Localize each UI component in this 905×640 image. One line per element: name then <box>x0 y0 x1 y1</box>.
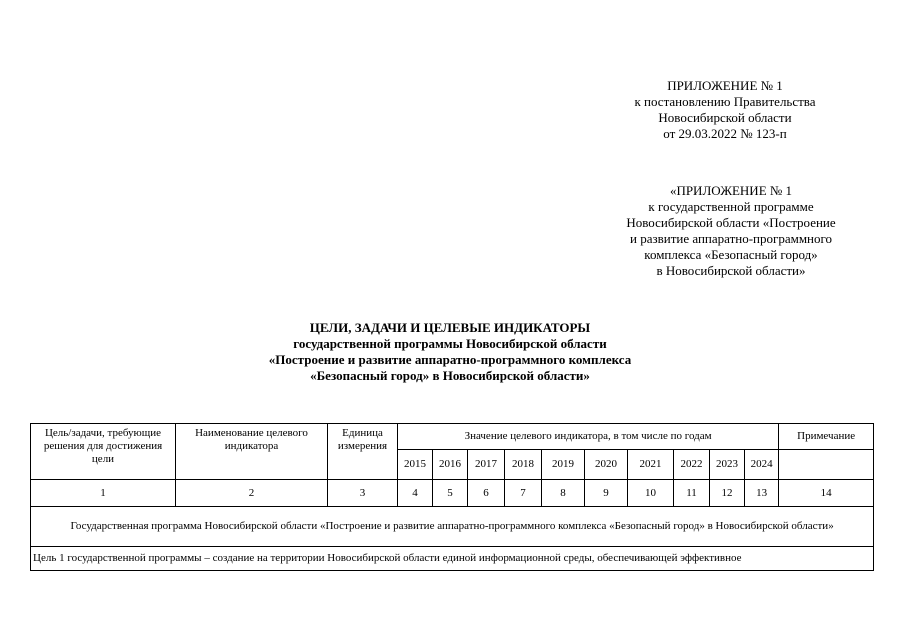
table-header-row <box>31 424 874 450</box>
title-line: «Построение и развитие аппаратно-программного комплекса <box>268 352 632 367</box>
column-number: 5 <box>433 480 468 507</box>
year-cell: 2022 <box>674 450 710 480</box>
program-name-cell: Государственная программа Новосибирской области «Построение и развитие аппаратно-программного комплекса «Безопасный город» в Новосибирской области» <box>31 507 874 547</box>
column-number: 4 <box>398 480 433 507</box>
year-cell: 2020 <box>585 450 628 480</box>
annex-line: ПРИЛОЖЕНИЕ № 1 <box>667 78 783 93</box>
header-unit: Единица измерения <box>328 424 398 480</box>
column-number: 7 <box>505 480 542 507</box>
column-number: 6 <box>468 480 505 507</box>
annex-line: Новосибирской области «Построение <box>626 215 836 230</box>
title-line: государственной программы Новосибирской области <box>293 336 607 351</box>
annex-line: к постановлению Правительства <box>634 94 816 109</box>
column-number: 3 <box>328 480 398 507</box>
annex-line: комплекса «Безопасный город» <box>644 247 818 262</box>
year-cell: 2015 <box>398 450 433 480</box>
year-cell: 2021 <box>628 450 674 480</box>
year-cell: 2016 <box>433 450 468 480</box>
year-cell: 2017 <box>468 450 505 480</box>
note-empty-cell <box>779 450 874 480</box>
year-cell: 2019 <box>542 450 585 480</box>
column-number: 8 <box>542 480 585 507</box>
column-number: 1 <box>31 480 176 507</box>
document-title <box>150 320 750 384</box>
title-line: «Безопасный город» в Новосибирской области» <box>310 368 590 383</box>
annex-line: Новосибирской области <box>658 110 792 125</box>
column-number: 9 <box>585 480 628 507</box>
annex-line: в Новосибирской области» <box>656 263 806 278</box>
year-cell: 2018 <box>505 450 542 480</box>
indicators-table <box>30 423 874 571</box>
year-cell: 2023 <box>710 450 745 480</box>
annex-line: к государственной программе <box>648 199 814 214</box>
header-note: Примечание <box>779 424 874 450</box>
header-goal: Цель/задачи, требующие решения для достижения цели <box>31 424 176 480</box>
annex-header <box>594 78 856 142</box>
header-values: Значение целевого индикатора, в том числе по годам <box>398 424 779 450</box>
title-line: ЦЕЛИ, ЗАДАЧИ И ЦЕЛЕВЫЕ ИНДИКАТОРЫ <box>309 320 591 335</box>
goal-text-cell: Цель 1 государственной программы – создание на территории Новосибирской области единой информационной среды, обеспечивающей эффективное <box>31 547 874 571</box>
column-number: 13 <box>745 480 779 507</box>
annex-line: «ПРИЛОЖЕНИЕ № 1 <box>669 183 793 198</box>
annex-line: и развитие аппаратно-программного <box>629 231 833 246</box>
program-annex-header <box>590 183 872 279</box>
column-number: 14 <box>779 480 874 507</box>
header-indicator: Наименование целевого индикатора <box>176 424 328 480</box>
goal-row <box>31 547 874 571</box>
column-number-row <box>31 480 874 507</box>
column-number: 10 <box>628 480 674 507</box>
column-number: 11 <box>674 480 710 507</box>
column-number: 2 <box>176 480 328 507</box>
column-number: 12 <box>710 480 745 507</box>
program-row <box>31 507 874 547</box>
year-cell: 2024 <box>745 450 779 480</box>
annex-line: от 29.03.2022 № 123-п <box>663 126 787 141</box>
